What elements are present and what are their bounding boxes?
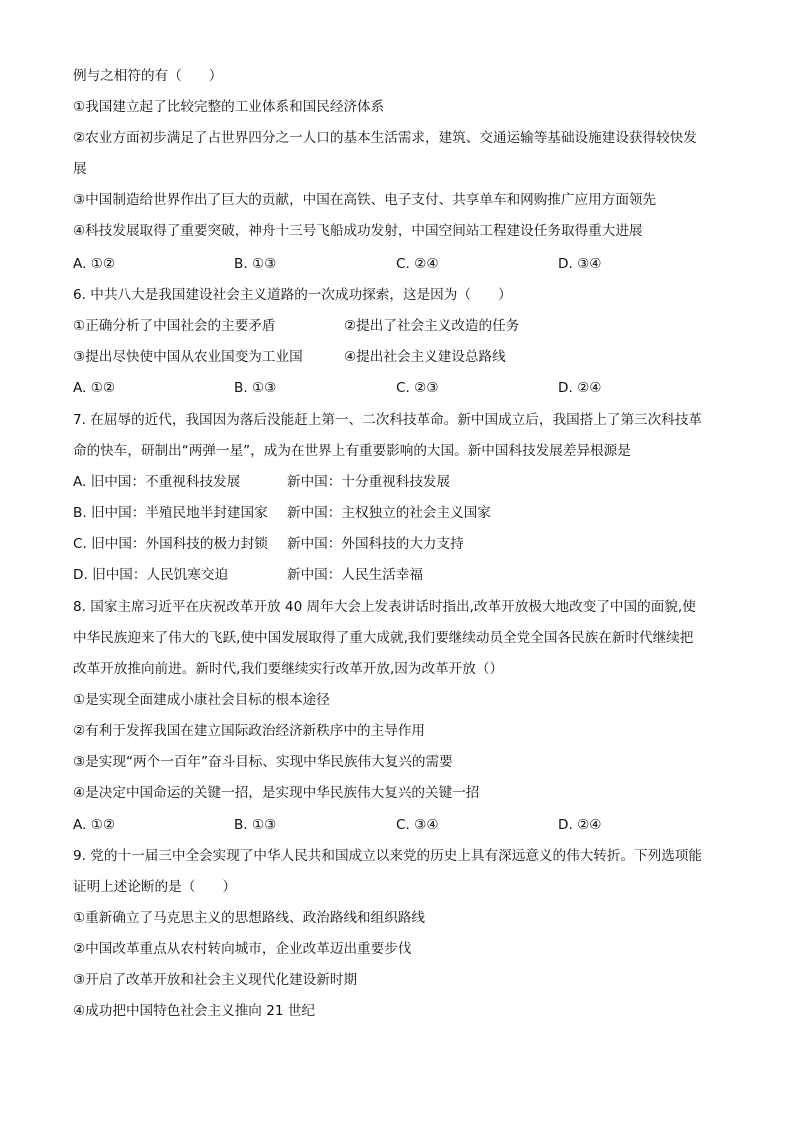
q9-statement-1: ①重新确立了马克思主义的思想路线、政治路线和组织路线: [73, 910, 426, 926]
q7-option-c-old: C. 旧中国：外国科技的极力封锁: [73, 536, 268, 552]
q5-statement-1: ①我国建立起了比较完整的工业体系和国民经济体系: [73, 99, 385, 115]
q6-statement-3: ③提出尽快使中国从农业国变为工业国: [73, 349, 303, 365]
q7-option-b-new: 新中国：主权独立的社会主义国家: [287, 505, 491, 521]
q5-option-d: D. ③④: [558, 256, 602, 272]
q9-statement-2: ②中国改革重点从农村转向城市，企业改革迈出重要步伐: [73, 941, 412, 957]
q6-option-c: C. ②③: [396, 380, 439, 396]
q8-statement-3: ③是实现“两个一百年”奋斗目标、实现中华民族伟大复兴的需要: [73, 754, 453, 770]
q6-option-b: B. ①③: [234, 380, 277, 396]
q9-stem-1: 9. 党的十一届三中全会实现了中华人民共和国成立以来党的历史上具有深远意义的伟大转折。下列选项能: [73, 848, 703, 864]
q7-option-a-new: 新中国：十分重视科技发展: [287, 474, 451, 490]
q7-option-a-old: A. 旧中国：不重视科技发展: [73, 474, 241, 490]
q5-option-c: C. ②④: [396, 256, 439, 272]
q8-stem-1: 8. 国家主席习近平在庆祝改革开放 40 周年大会上发表讲话时指出,改革开放极大地改变了中国的面貌,使: [73, 599, 696, 615]
q6-statement-2: ②提出了社会主义改造的任务: [344, 318, 520, 334]
q9-statement-4: ④成功把中国特色社会主义推向 21 世纪: [73, 1003, 316, 1019]
q5-statement-2a: ②农业方面初步满足了占世界四分之一人口的基本生活需求，建筑、交通运输等基础设施建设获得较快发: [73, 130, 697, 146]
q6-statement-1: ①正确分析了中国社会的主要矛盾: [73, 318, 276, 334]
q7-option-b-old: B. 旧中国：半殖民地半封建国家: [73, 505, 268, 521]
q7-stem-2: 命的快车，研制出“两弹一星”，成为在世界上有重要影响的大国。新中国科技发展差异根源是: [73, 443, 631, 459]
q9-stem-2: 证明上述论断的是（ ）: [73, 879, 237, 895]
q8-option-c: C. ③④: [396, 817, 439, 833]
q6-option-a: A. ①②: [73, 380, 116, 396]
q8-statement-1: ①是实现全面建成小康社会目标的根本途径: [73, 692, 330, 708]
q6-option-d: D. ②④: [558, 380, 602, 396]
q5-statement-3: ③中国制造给世界作出了巨大的贡献，中国在高铁、电子支付、共享单车和网购推广应用方面领先: [73, 192, 657, 208]
q5-statement-2b: 展: [73, 161, 87, 177]
q7-option-d-old: D. 旧中国：人民饥寒交迫: [73, 567, 229, 583]
q8-stem-2: 中华民族迎来了伟大的飞跃,使中国发展取得了重大成就,我们要继续动员全党全国各民族在新时代继续把: [73, 630, 694, 646]
q8-statement-4: ④是决定中国命运的关键一招，是实现中华民族伟大复兴的关键一招: [73, 785, 480, 801]
q7-option-d-new: 新中国：人民生活幸福: [287, 567, 423, 583]
q8-stem-3: 改革开放推向前进。新时代,我们要继续实行改革开放,因为改革开放（）: [73, 661, 504, 677]
q6-statement-4: ④提出社会主义建设总路线: [344, 349, 506, 365]
q5-option-a: A. ①②: [73, 256, 116, 272]
q7-option-c-new: 新中国：外国科技的大力支持: [287, 536, 464, 552]
q8-option-a: A. ①②: [73, 817, 116, 833]
q8-option-d: D. ②④: [558, 817, 602, 833]
q5-statement-4: ④科技发展取得了重要突破，神舟十三号飞船成功发射，中国空间站工程建设任务取得重大进展: [73, 223, 643, 239]
q6-stem: 6. 中共八大是我国建设社会主义道路的一次成功探索，这是因为（ ）: [73, 287, 512, 303]
q7-stem-1: 7. 在屈辱的近代，我国因为落后没能赶上第一、二次科技革命。新中国成立后，我国搭上了第三次科技革: [73, 412, 703, 428]
q5-option-b: B. ①③: [234, 256, 277, 272]
q8-option-b: B. ①③: [234, 817, 277, 833]
q9-statement-3: ③开启了改革开放和社会主义现代化建设新时期: [73, 972, 358, 988]
q8-statement-2: ②有利于发挥我国在建立国际政治经济新秩序中的主导作用: [73, 723, 426, 739]
q5-stem-end: 例与之相符的有（ ）: [73, 68, 223, 84]
